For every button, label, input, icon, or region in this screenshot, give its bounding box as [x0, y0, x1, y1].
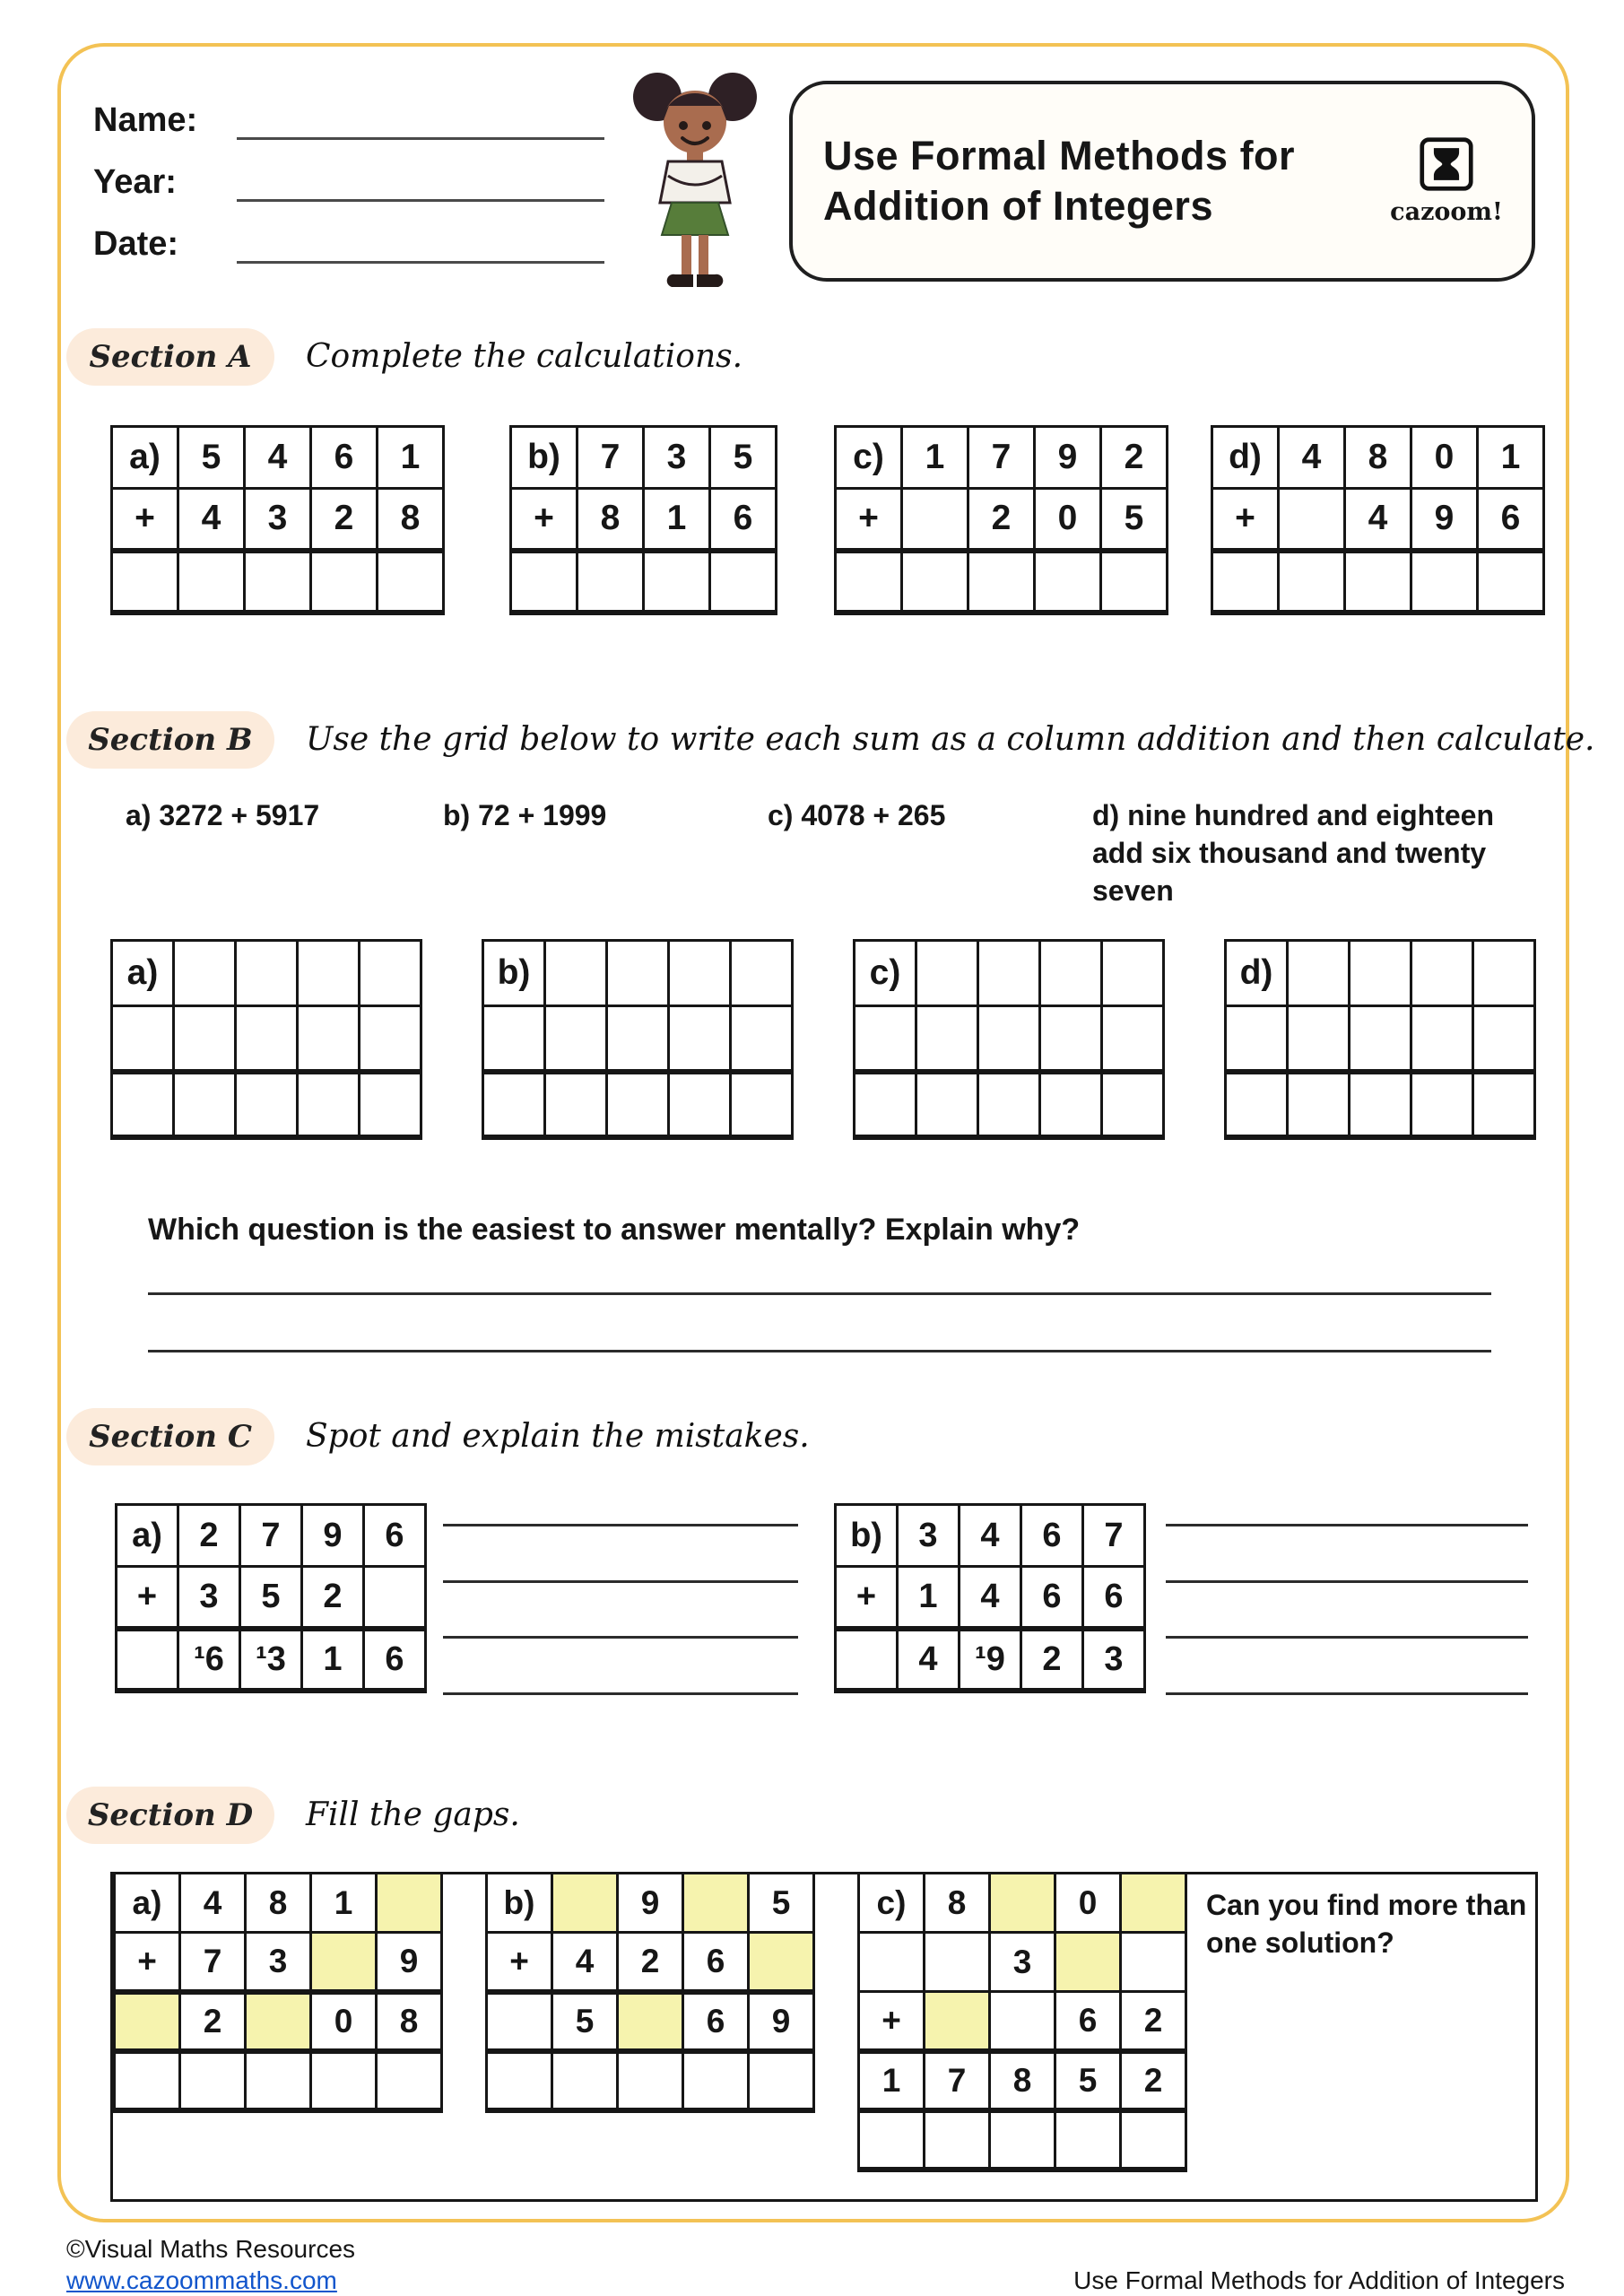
grid-cell [115, 2051, 180, 2110]
grid-cell [1040, 1006, 1102, 1072]
grid-cell [1350, 1072, 1411, 1137]
grid-cell [855, 1072, 916, 1137]
grid-cell: a) [117, 1505, 178, 1567]
grid-cell: 2 [1101, 427, 1168, 489]
section-a-label: Section A [66, 328, 274, 386]
grid-cell [1288, 1006, 1350, 1072]
section-b-problem-d: d) nine hundred and eighteen add six thousand and twenty seven [1092, 799, 1494, 907]
grid-cell: 2 [180, 1992, 246, 2051]
grid-cell [836, 551, 902, 613]
section-a-problem-c-grid [834, 425, 1168, 615]
grid-cell [1226, 1072, 1288, 1137]
grid-cell [916, 1006, 978, 1072]
grid-cell [1121, 2110, 1186, 2170]
grid-cell [578, 551, 644, 613]
grid-cell: c) [855, 941, 916, 1006]
grid-cell [1350, 941, 1411, 1006]
section-b-grid-b[interactable] [482, 939, 794, 1140]
grid-cell: 6 [311, 427, 378, 489]
grid-cell: 4 [1279, 427, 1345, 489]
grid-cell: 5 [552, 1992, 618, 2051]
footer-copyright: ©Visual Maths Resources [66, 2235, 356, 2263]
grid-cell [902, 489, 968, 551]
grid-cell: 3 [1083, 1629, 1145, 1691]
grid-cell: b) [483, 941, 545, 1006]
grid-cell: 1 [644, 489, 710, 551]
grid-cell: 4 [960, 1505, 1021, 1567]
grid-cell [1102, 1072, 1164, 1137]
answer-line[interactable] [148, 1292, 1491, 1295]
worksheet-title-line2: Addition of Integers [823, 183, 1213, 229]
grid-cell: 2 [178, 1505, 240, 1567]
column-addition-table [485, 1872, 815, 2113]
grid-cell [749, 1933, 814, 1992]
section-b-problem-a: a) 3272 + 5917 [126, 799, 320, 831]
grid-cell: 9 [1411, 489, 1478, 551]
grid-cell: 7 [180, 1933, 246, 1992]
explanation-line[interactable] [1166, 1692, 1528, 1695]
grid-cell: b) [511, 427, 578, 489]
section-c-problem-b-grid [834, 1503, 1146, 1693]
grid-cell [683, 1874, 749, 1933]
grid-cell [1288, 1072, 1350, 1137]
student-character-illustration [623, 68, 767, 292]
grid-cell [1345, 551, 1411, 613]
column-addition-table [113, 1872, 443, 2113]
grid-cell [1226, 1006, 1288, 1072]
section-b-grid-c[interactable] [853, 939, 1165, 1140]
grid-cell [1040, 1072, 1102, 1137]
explanation-line[interactable] [443, 1580, 798, 1583]
grid-cell [1288, 941, 1350, 1006]
explanation-line[interactable] [443, 1636, 798, 1639]
grid-cell [246, 2051, 311, 2110]
column-addition-table [509, 425, 777, 615]
grid-cell: 3 [990, 1933, 1055, 1992]
grid-cell [1411, 941, 1473, 1006]
grid-cell [978, 1072, 1040, 1137]
grid-cell [112, 551, 178, 613]
column-addition-table [110, 425, 445, 615]
grid-cell [1411, 1006, 1473, 1072]
grid-cell: + [836, 489, 902, 551]
grid-cell [644, 551, 710, 613]
grid-cell [298, 1072, 360, 1137]
year-field-row [93, 162, 604, 202]
multiple-solutions-note: Can you find more than one solution? [1206, 1889, 1527, 1959]
grid-cell: 7 [968, 427, 1035, 489]
footer-website-link[interactable]: www.cazoommaths.com [66, 2266, 337, 2294]
grid-cell [552, 2051, 618, 2110]
grid-cell [115, 1992, 180, 2051]
grid-cell: 6 [710, 489, 777, 551]
date-label: Date: [93, 225, 179, 263]
grid-cell [360, 1072, 421, 1137]
column-addition-table [1211, 425, 1545, 615]
grid-cell [1411, 551, 1478, 613]
grid-cell: b) [487, 1874, 552, 1933]
grid-cell: 6 [364, 1629, 426, 1691]
grid-cell: b) [836, 1505, 898, 1567]
section-d-label: Section D [66, 1787, 274, 1844]
grid-cell [552, 1874, 618, 1933]
grid-cell: 3 [245, 489, 311, 551]
grid-cell: 5 [749, 1874, 814, 1933]
grid-cell: 6 [1478, 489, 1544, 551]
grid-cell [236, 1006, 298, 1072]
grid-cell [978, 941, 1040, 1006]
column-addition-table [110, 939, 422, 1140]
grid-cell [377, 2051, 442, 2110]
grid-cell: 4 [178, 489, 245, 551]
grid-cell: 0 [1411, 427, 1478, 489]
grid-cell [710, 551, 777, 613]
grid-cell: 1 [898, 1567, 960, 1629]
grid-cell: 7 [578, 427, 644, 489]
grid-cell: c) [836, 427, 902, 489]
grid-cell [925, 1992, 990, 2051]
date-write-line[interactable] [237, 228, 604, 264]
grid-cell: 8 [1345, 427, 1411, 489]
grid-cell [990, 1992, 1055, 2051]
grid-cell: 9 [302, 1505, 364, 1567]
grid-cell [298, 941, 360, 1006]
grid-cell: 6 [1055, 1992, 1121, 2051]
section-a-problem-d-grid [1211, 425, 1545, 615]
grid-cell [1101, 551, 1168, 613]
grid-cell: 3 [246, 1933, 311, 1992]
grid-cell: 3 [644, 427, 710, 489]
column-addition-table [834, 425, 1168, 615]
column-addition-table [115, 1503, 427, 1693]
answer-line[interactable] [148, 1350, 1491, 1352]
grid-cell: a) [112, 941, 174, 1006]
grid-cell [618, 1992, 683, 2051]
section-b-instruction: Use the grid below to write each sum as a column addition and then calculate. [306, 721, 1595, 758]
grid-cell [1350, 1006, 1411, 1072]
grid-cell [731, 1006, 793, 1072]
grid-cell [298, 1006, 360, 1072]
section-b-problem-c: c) 4078 + 265 [768, 799, 946, 831]
grid-cell [968, 551, 1035, 613]
grid-cell: 9 [377, 1933, 442, 1992]
grid-cell [1279, 489, 1345, 551]
grid-cell [618, 2051, 683, 2110]
grid-cell: 9 [618, 1874, 683, 1933]
worksheet-title-line1: Use Formal Methods for [823, 132, 1296, 178]
explanation-line[interactable] [443, 1524, 798, 1526]
grid-cell [545, 1072, 607, 1137]
grid-cell [669, 941, 731, 1006]
grid-cell [1478, 551, 1544, 613]
grid-cell: 7 [240, 1505, 302, 1567]
student-info [93, 100, 604, 286]
column-addition-table [857, 1872, 1187, 2172]
grid-cell: 6 [1021, 1567, 1083, 1629]
grid-cell [311, 1933, 377, 1992]
grid-cell: d) [1212, 427, 1279, 489]
grid-cell: ¹6 [178, 1629, 240, 1691]
section-c-instruction: Spot and explain the mistakes. [306, 1418, 810, 1455]
grid-cell [112, 1072, 174, 1137]
grid-cell: 2 [1021, 1629, 1083, 1691]
hourglass-icon [1419, 136, 1474, 192]
year-write-line[interactable] [237, 166, 604, 202]
section-d-problem-c-grid [857, 1872, 1187, 2172]
grid-cell [245, 551, 311, 613]
grid-cell [925, 1933, 990, 1992]
grid-cell: + [115, 1933, 180, 1992]
grid-cell [545, 941, 607, 1006]
grid-cell: + [511, 489, 578, 551]
grid-cell: 2 [1121, 2051, 1186, 2110]
name-write-line[interactable] [237, 104, 604, 140]
cazoom-logo [1388, 136, 1505, 226]
grid-cell: 4 [552, 1933, 618, 1992]
grid-cell [1279, 551, 1345, 613]
explanation-line[interactable] [1166, 1580, 1528, 1583]
section-a-instruction: Complete the calculations. [306, 338, 743, 375]
grid-cell [1473, 941, 1535, 1006]
date-field-row [93, 224, 604, 264]
section-d-instruction: Fill the gaps. [306, 1796, 520, 1833]
grid-cell [1055, 1933, 1121, 1992]
grid-cell: 8 [925, 1874, 990, 1933]
section-b-grid-d[interactable] [1224, 939, 1536, 1140]
grid-cell: 5 [178, 427, 245, 489]
grid-cell: 7 [1083, 1505, 1145, 1567]
grid-cell: 8 [246, 1874, 311, 1933]
grid-cell [174, 1072, 236, 1137]
grid-cell [112, 1006, 174, 1072]
grid-cell: 0 [311, 1992, 377, 2051]
worksheet-title-box [789, 81, 1535, 282]
column-addition-table [482, 939, 794, 1140]
grid-cell: 1 [902, 427, 968, 489]
grid-cell [916, 1072, 978, 1137]
grid-cell [836, 1629, 898, 1691]
grid-cell: + [117, 1567, 178, 1629]
section-b-label: Section B [66, 711, 274, 769]
grid-cell [236, 941, 298, 1006]
grid-cell [607, 1006, 669, 1072]
grid-cell [1035, 551, 1101, 613]
grid-cell [683, 2051, 749, 2110]
grid-cell [859, 1933, 925, 1992]
grid-cell [731, 941, 793, 1006]
grid-cell: 4 [960, 1567, 1021, 1629]
grid-cell: 3 [178, 1567, 240, 1629]
grid-cell: 1 [302, 1629, 364, 1691]
name-field-row [93, 100, 604, 140]
explanation-line[interactable] [1166, 1636, 1528, 1639]
grid-cell [749, 2051, 814, 2110]
explanation-line[interactable] [443, 1692, 798, 1695]
grid-cell: + [836, 1567, 898, 1629]
grid-cell: 0 [1055, 1874, 1121, 1933]
grid-cell [117, 1629, 178, 1691]
column-addition-table [853, 939, 1165, 1140]
grid-cell [990, 2110, 1055, 2170]
grid-cell: 8 [377, 1992, 442, 2051]
section-c-problem-a-grid [115, 1503, 427, 1693]
grid-cell [545, 1006, 607, 1072]
grid-cell [180, 2051, 246, 2110]
grid-cell [311, 2051, 377, 2110]
grid-cell [483, 1006, 545, 1072]
section-a-problem-a-grid [110, 425, 445, 615]
grid-cell [511, 551, 578, 613]
grid-cell: 2 [302, 1567, 364, 1629]
grid-cell: 4 [180, 1874, 246, 1933]
grid-cell: 5 [710, 427, 777, 489]
student-character-icon [623, 68, 767, 292]
grid-cell [607, 1072, 669, 1137]
grid-cell: 4 [1345, 489, 1411, 551]
cazoom-logo-text: cazoom! [1390, 198, 1503, 226]
grid-cell [669, 1072, 731, 1137]
grid-cell: 9 [1035, 427, 1101, 489]
grid-cell: + [1212, 489, 1279, 551]
grid-cell: 8 [990, 2051, 1055, 2110]
grid-cell: 5 [1101, 489, 1168, 551]
grid-cell: a) [112, 427, 178, 489]
grid-cell: 6 [364, 1505, 426, 1567]
grid-cell [360, 1006, 421, 1072]
grid-cell [360, 941, 421, 1006]
grid-cell: + [859, 1992, 925, 2051]
grid-cell [174, 941, 236, 1006]
section-a-problem-b-grid [509, 425, 777, 615]
grid-cell: 9 [749, 1992, 814, 2051]
grid-cell: 1 [378, 427, 444, 489]
grid-cell [174, 1006, 236, 1072]
grid-cell: + [487, 1933, 552, 1992]
grid-cell [1121, 1874, 1186, 1933]
grid-cell: 8 [578, 489, 644, 551]
footer-doc-title: Use Formal Methods for Addition of Integers [1073, 2266, 1565, 2294]
grid-cell: 1 [859, 2051, 925, 2110]
grid-cell [978, 1006, 1040, 1072]
grid-cell: 4 [898, 1629, 960, 1691]
grid-cell: ¹9 [960, 1629, 1021, 1691]
grid-cell [364, 1567, 426, 1629]
name-label: Name: [93, 101, 198, 139]
grid-cell: 4 [245, 427, 311, 489]
grid-cell: 7 [925, 2051, 990, 2110]
grid-cell [246, 1992, 311, 2051]
grid-cell [1040, 941, 1102, 1006]
grid-cell [178, 551, 245, 613]
grid-cell [902, 551, 968, 613]
section-d-problem-a-grid [113, 1872, 443, 2113]
grid-cell: 5 [240, 1567, 302, 1629]
section-b-grid-a[interactable] [110, 939, 422, 1140]
grid-cell: 3 [898, 1505, 960, 1567]
section-c-label: Section C [66, 1408, 274, 1465]
grid-cell: 2 [311, 489, 378, 551]
grid-cell: + [112, 489, 178, 551]
grid-cell [1055, 2110, 1121, 2170]
grid-cell: 1 [311, 1874, 377, 1933]
grid-cell: 6 [683, 1992, 749, 2051]
grid-cell [1473, 1072, 1535, 1137]
grid-cell [925, 2110, 990, 2170]
section-d-problem-b-grid [485, 1872, 815, 2113]
grid-cell [1212, 551, 1279, 613]
grid-cell [378, 551, 444, 613]
grid-cell: 2 [1121, 1992, 1186, 2051]
grid-cell [487, 2051, 552, 2110]
grid-cell [855, 1006, 916, 1072]
mental-strategy-question: Which question is the easiest to answer mentally? Explain why? [148, 1213, 1081, 1247]
grid-cell: ¹3 [240, 1629, 302, 1691]
grid-cell: a) [115, 1874, 180, 1933]
grid-cell [311, 551, 378, 613]
grid-cell [1102, 1006, 1164, 1072]
grid-cell [916, 941, 978, 1006]
grid-cell [607, 941, 669, 1006]
section-b-problem-b: b) 72 + 1999 [443, 799, 607, 831]
grid-cell [487, 1992, 552, 2051]
grid-cell [859, 2110, 925, 2170]
grid-cell [1411, 1072, 1473, 1137]
grid-cell: 6 [683, 1933, 749, 1992]
grid-cell: c) [859, 1874, 925, 1933]
grid-cell [669, 1006, 731, 1072]
column-addition-table [834, 1503, 1146, 1693]
grid-cell: d) [1226, 941, 1288, 1006]
grid-cell: 6 [1083, 1567, 1145, 1629]
grid-cell [1121, 1933, 1186, 1992]
grid-cell: 1 [1478, 427, 1544, 489]
grid-cell: 8 [378, 489, 444, 551]
grid-cell [731, 1072, 793, 1137]
column-addition-table [1224, 939, 1536, 1140]
grid-cell: 2 [968, 489, 1035, 551]
year-label: Year: [93, 163, 177, 201]
explanation-line[interactable] [1166, 1524, 1528, 1526]
grid-cell: 6 [1021, 1505, 1083, 1567]
grid-cell [1473, 1006, 1535, 1072]
grid-cell: 5 [1055, 2051, 1121, 2110]
grid-cell: 2 [618, 1933, 683, 1992]
grid-cell [377, 1874, 442, 1933]
worksheet-title [793, 131, 1295, 232]
grid-cell [990, 1874, 1055, 1933]
grid-cell [483, 1072, 545, 1137]
grid-cell [236, 1072, 298, 1137]
grid-cell [1102, 941, 1164, 1006]
grid-cell: 0 [1035, 489, 1101, 551]
